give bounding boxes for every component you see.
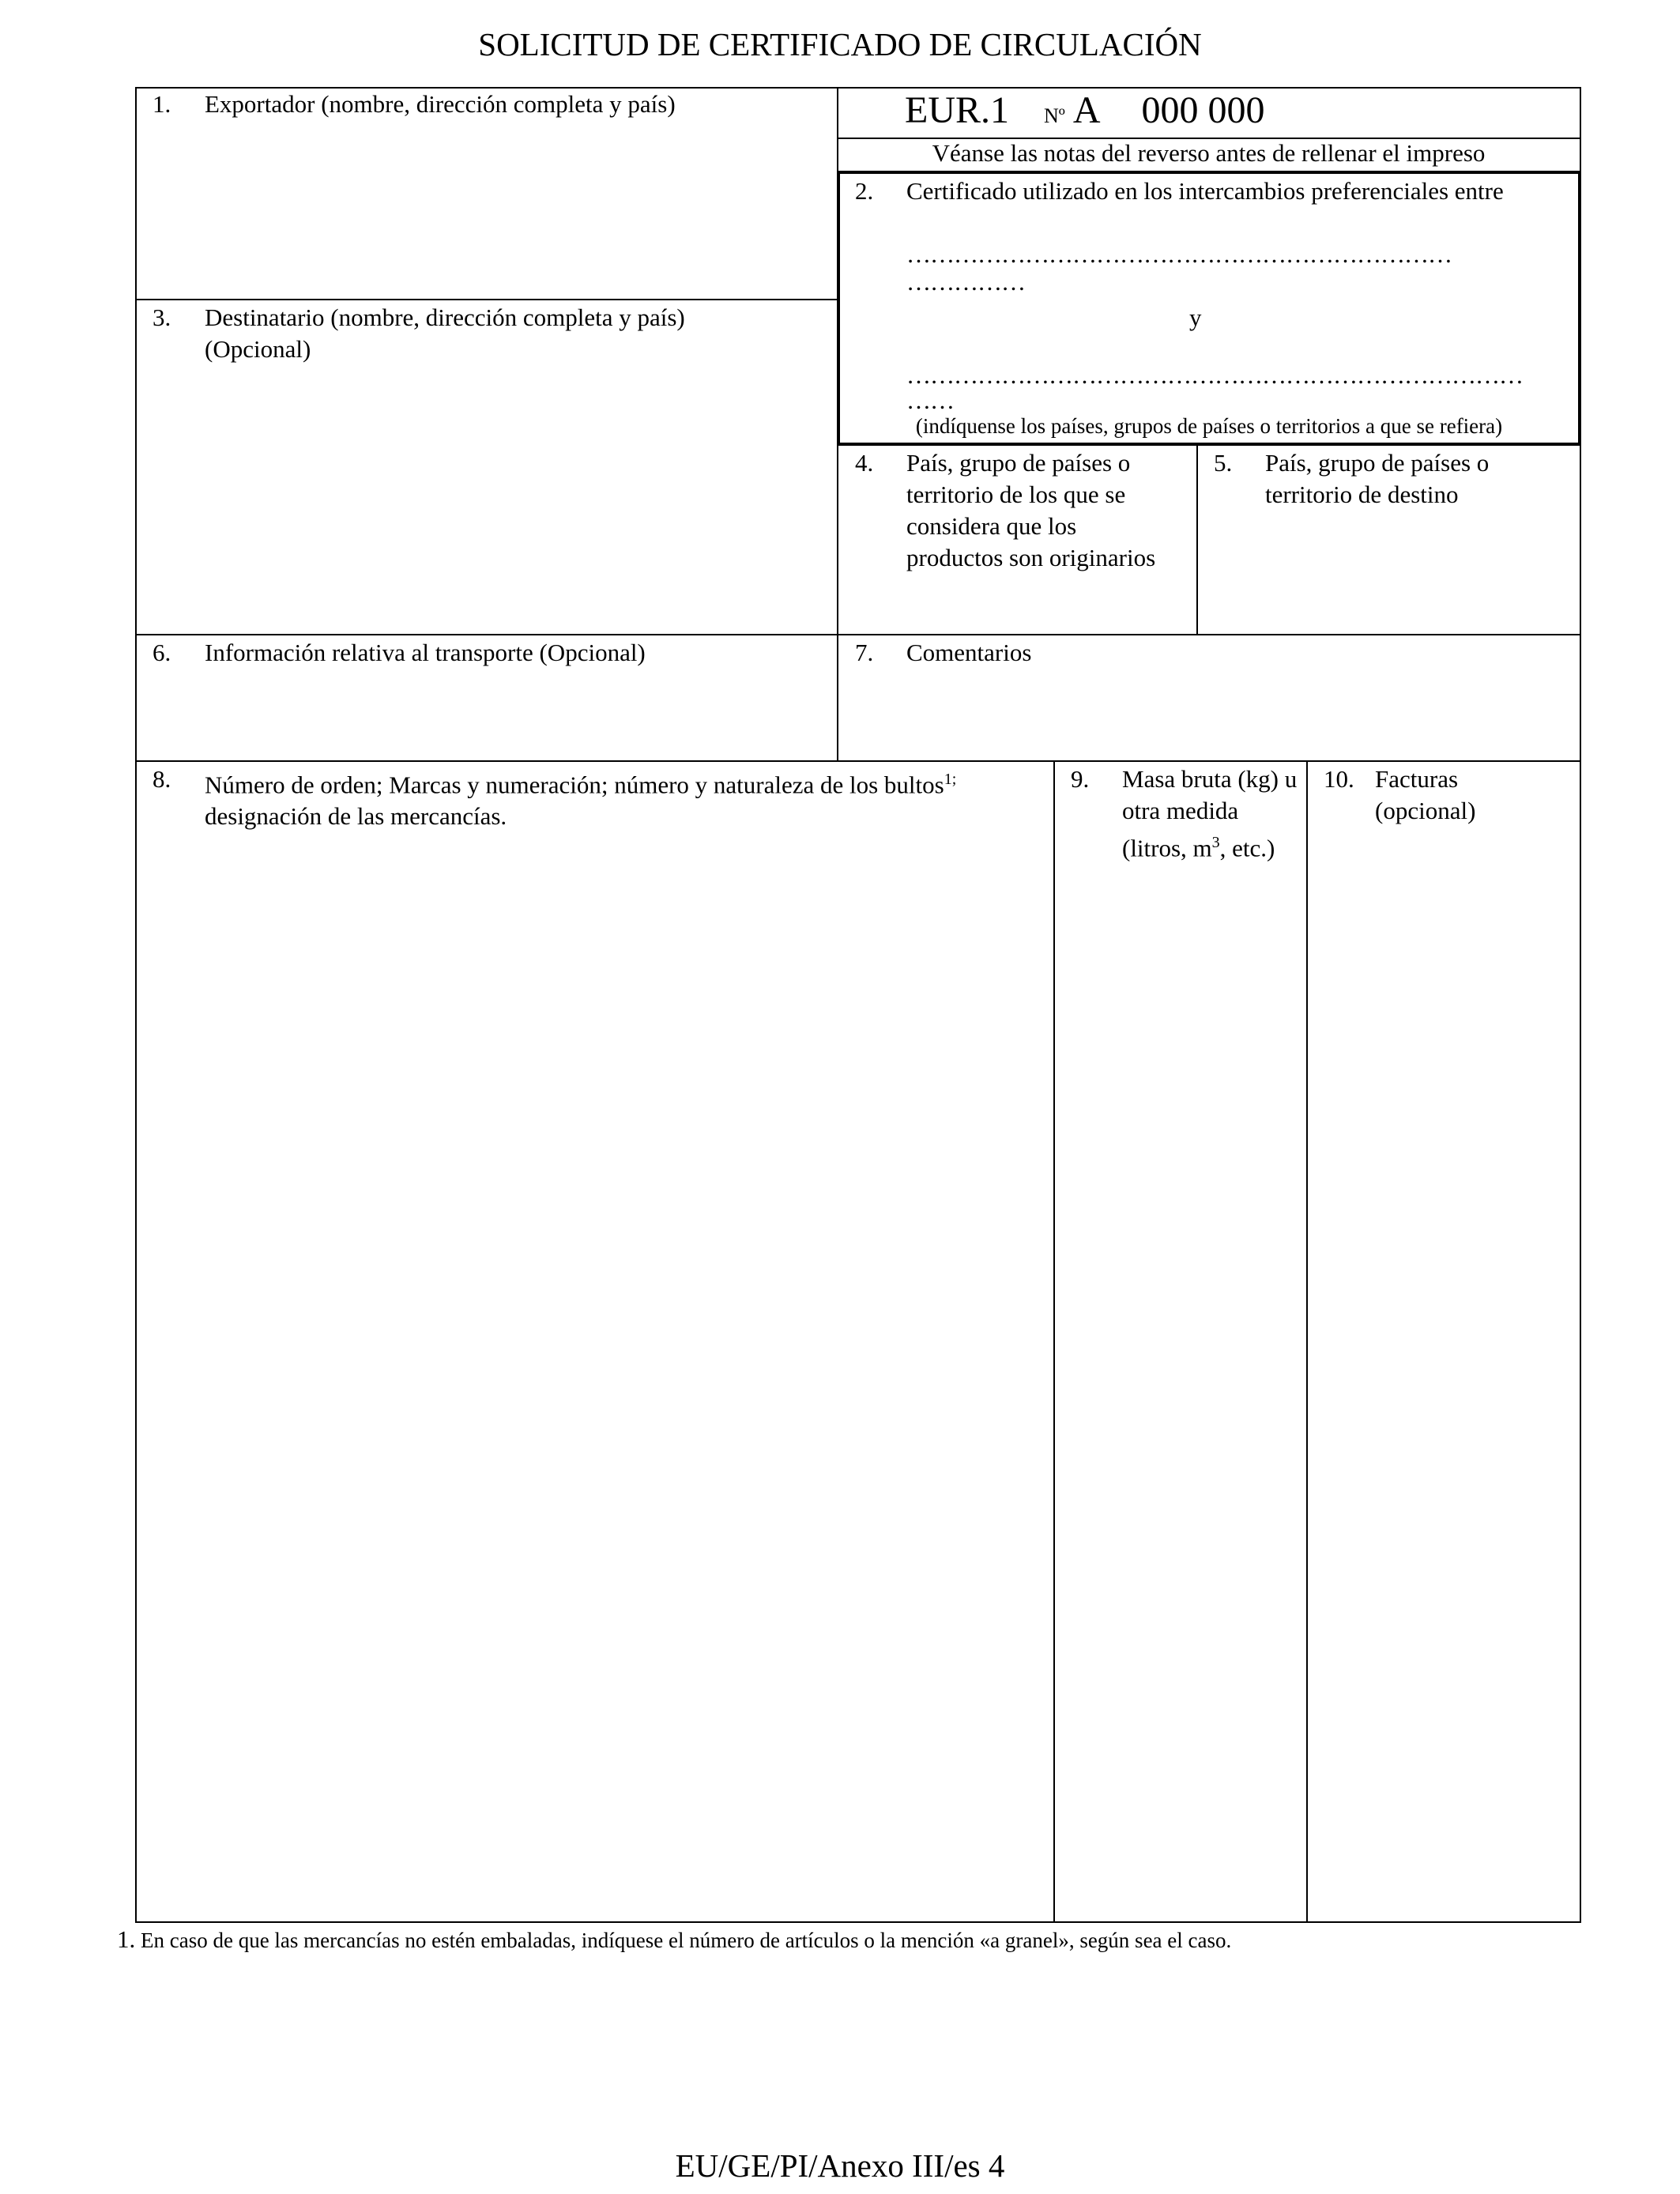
field-10-invoices[interactable] <box>1324 763 1576 1917</box>
field-label: Destinatario (nombre, dirección completa y país) <box>205 303 685 331</box>
footnote-text: En caso de que las mercancías no estén embaladas, indíquese el número de artículos o la mención «a granel», según sea el caso. <box>141 1928 1232 1952</box>
field-label <box>1122 763 1300 864</box>
field-7-remarks[interactable] <box>855 637 1574 756</box>
divider-row-goods <box>135 760 1581 762</box>
field-9-gross-mass[interactable] <box>1071 763 1304 1917</box>
number-prefix: Nº <box>1044 104 1065 127</box>
page-title: SOLICITUD DE CERTIFICADO DE CIRCULACIÓN <box>478 26 1202 62</box>
field-6-transport[interactable] <box>153 637 832 756</box>
divider-field4-field5 <box>1196 444 1198 634</box>
serial-number: 000 000 <box>1141 89 1265 131</box>
field-label: Facturas (opcional) <box>1375 765 1476 824</box>
field-number: 9. <box>1071 765 1090 793</box>
country-blank-1: …………………………………………………………… <box>906 241 1452 268</box>
field-number: 3. <box>153 303 171 331</box>
field-label: Certificado utilizado en los intercambios preferenciales entre <box>906 177 1504 205</box>
label-part-a: Masa bruta (kg) u otra medida (litros, m <box>1122 765 1298 862</box>
field-3-consignee[interactable] <box>153 302 832 365</box>
field-5-destination-country[interactable] <box>1214 447 1577 629</box>
country-blank-1-cont: …………… <box>906 269 1025 296</box>
footnote-ref: 1; <box>944 771 957 788</box>
field-label: País, grupo de países o territorio de los que se considera que los productos son originarios <box>906 449 1156 571</box>
field-number: 2. <box>855 177 874 205</box>
field-number: 6. <box>153 639 171 666</box>
field-label: País, grupo de países o territorio de destino <box>1265 449 1490 508</box>
exponent: 3 <box>1211 834 1220 851</box>
label-part-a: Número de orden; Marcas y numeración; número y naturaleza de los bultos <box>205 771 944 799</box>
label-part-b: designación de las mercancías. <box>205 802 507 831</box>
field-8-goods-description[interactable] <box>153 763 1049 1917</box>
divider-row-transport <box>135 634 1581 635</box>
field-4-origin-country[interactable] <box>855 447 1195 629</box>
field-2-hint: (indíquense los países, grupos de países o territorios a que se refiera) <box>915 414 1503 438</box>
optional-note: (Opcional) <box>205 335 311 363</box>
country-blank-2: …………………………………………………………………… <box>906 362 1523 389</box>
field-number: 5. <box>1214 449 1233 477</box>
field-number: 7. <box>855 639 874 666</box>
field-label <box>205 763 1050 832</box>
instructions-note: Véanse las notas del reverso antes de rellenar el impreso <box>932 139 1486 167</box>
field-label: Información relativa al transporte (Opcional) <box>205 639 646 666</box>
footnote-marker: 1. <box>117 1925 136 1953</box>
divider-field8-field9 <box>1053 760 1055 1923</box>
field-number: 8. <box>153 765 171 793</box>
series-letter: A <box>1072 89 1101 131</box>
divider-field9-field10 <box>1306 760 1308 1923</box>
field-number: 10. <box>1324 765 1354 793</box>
field-number: 1. <box>153 90 171 118</box>
country-blank-2-cont: …… <box>906 387 954 414</box>
divider-field1-field3 <box>135 299 838 300</box>
field-number: 4. <box>855 449 874 477</box>
field-label: Exportador (nombre, dirección completa y país) <box>205 90 676 118</box>
page-footer: EU/GE/PI/Anexo III/es 4 <box>675 2147 1005 2184</box>
field-1-exporter[interactable] <box>153 89 832 120</box>
label-part-b: , etc.) <box>1219 834 1275 862</box>
connector-and: y <box>1189 303 1202 331</box>
certificate-number <box>905 89 1265 132</box>
field-label: Comentarios <box>906 639 1032 666</box>
form-code: EUR.1 <box>905 89 1009 131</box>
field-2-preferential-trade[interactable] <box>855 175 1566 239</box>
footnote <box>117 1925 1231 1954</box>
